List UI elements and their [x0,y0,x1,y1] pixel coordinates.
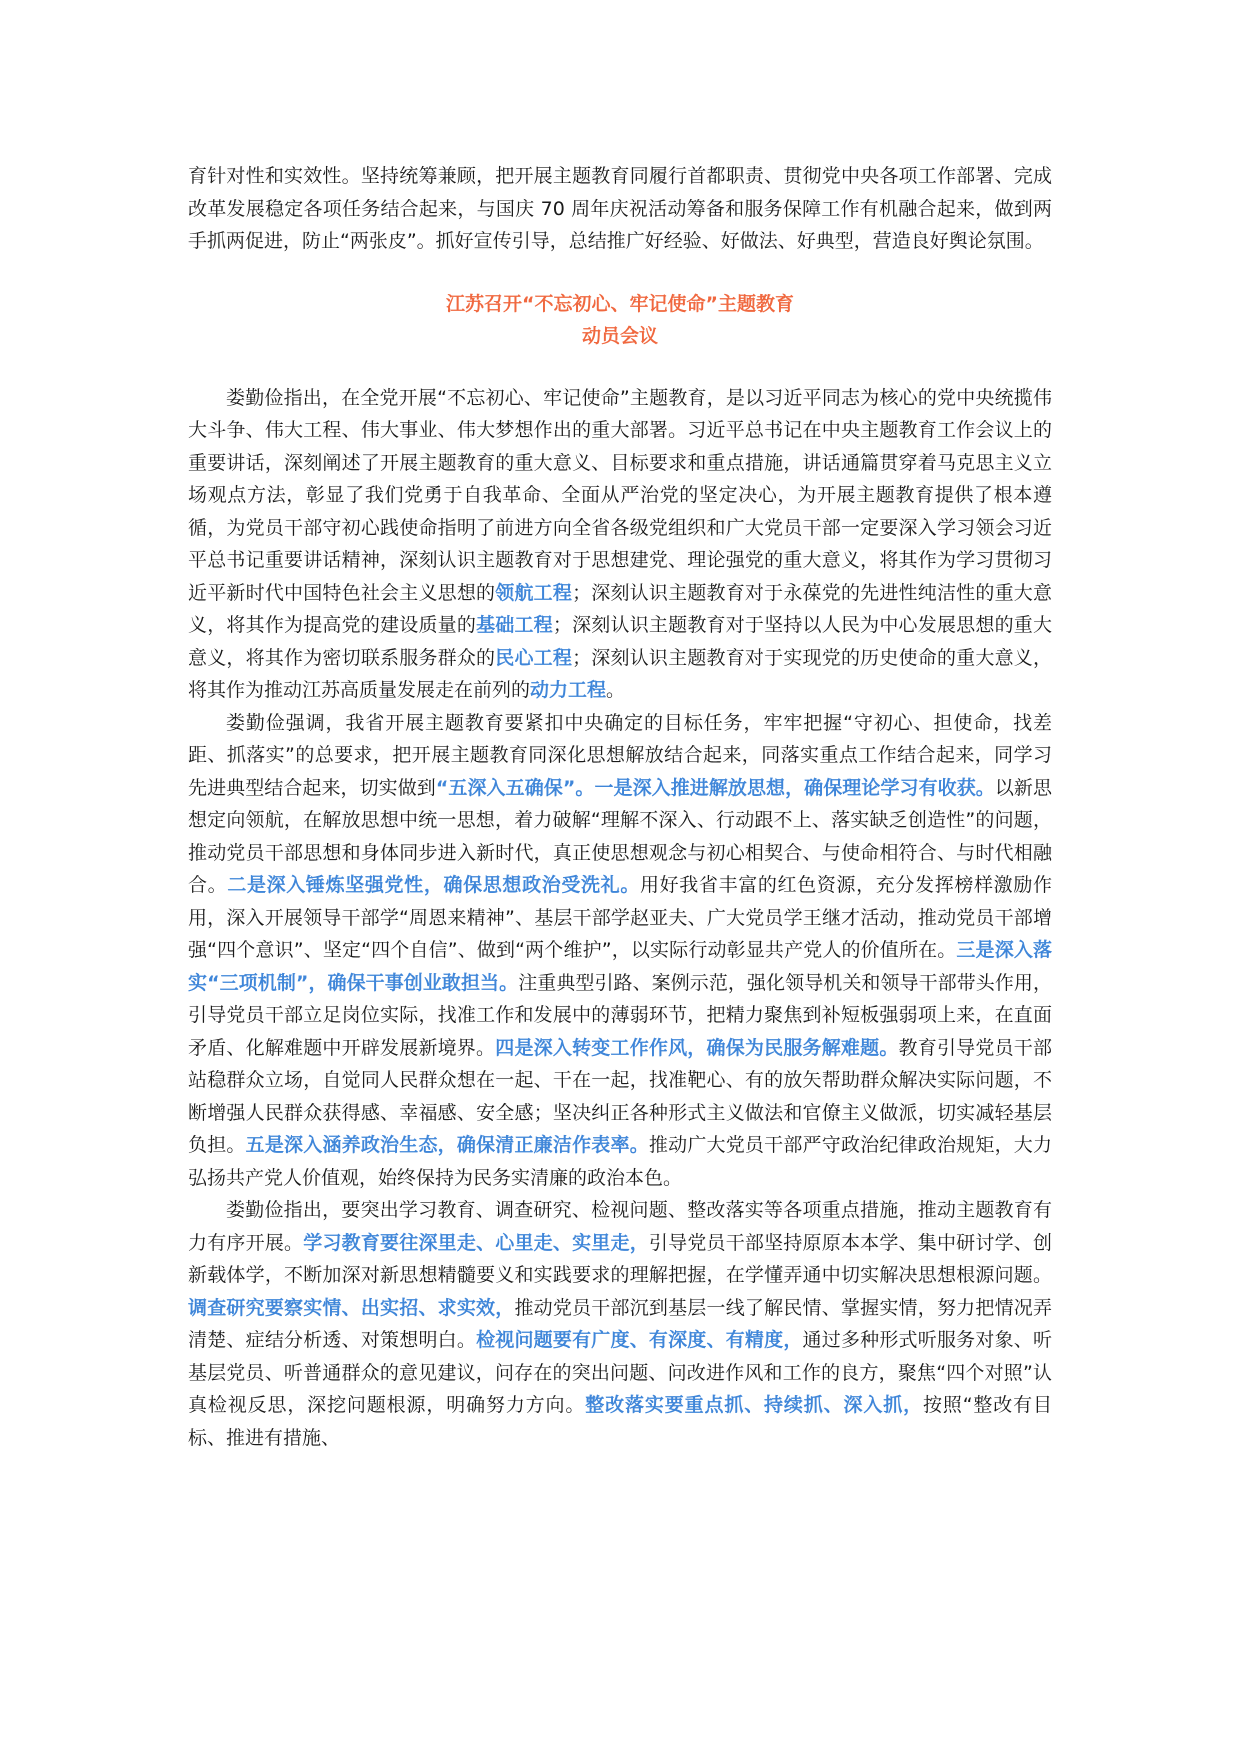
text-run: 。 [606,679,626,701]
text-run: 引导党员干部坚持原原本本学、集中研讨学、创新载体学，不断加深对新思想精髓要义和实践要求的理解把握，在学懂弄通中切实解决思想根源问题。 [188,1231,1052,1286]
highlight-jiChu: 基础工程 [476,614,553,636]
text-run: 娄勤俭强调，我省开展主题教育要紧扣中央确定的目标任务，牢牢把握“守初心、担使命，找差距、抓落实”的总要求，把开展主题教育同深化思想解放结合起来，同落实重点工作结合起来，同学习先进典型结合起来，切实做到 [188,711,1052,799]
highlight-study: 学习教育要往深里走、心里走、实里走， [303,1231,649,1254]
text-run: ；深刻认识主题教育对于永葆党的先进性纯洁性的重大意义，将其作为提高党的建设质量的 [188,581,1052,636]
highlight-point-5: 五是深入涵养政治生态，确保清正廉洁作表率。 [245,1134,649,1156]
highlight-rectify: 整改落实要重点抓、持续抓、深入抓， [585,1394,923,1416]
highlight-minXin: 民心工程 [495,646,573,669]
article-title [188,288,1052,352]
text-run: 注重典型引路、案例示范，强化领导机关和领导干部带头作用，引导党员干部立足岗位实际，找准工作和发展中的薄弱环节，把精力聚焦到补短板强弱项上来，在直面矛盾、化解难题中开辟发展新境界。 [188,971,1052,1059]
highlight-review: 检视问题要有广度、有深度、有精度， [476,1329,803,1351]
text-run: 按照“整改有目标、推进有措施、 [188,1394,1052,1449]
text-run: 教育引导党员干部站稳群众立场，自觉同人民群众想在一起、干在一起，找准靶心、有的放矢帮助群众解决实际问题，不断增强人民群众获得感、幸福感、安全感；坚决纠正各种形式主义做法和官僚主义做派，切实减轻基层负担。 [188,1036,1052,1156]
body-paragraph-1 [188,382,1052,707]
highlight-dongLi: 动力工程 [530,679,607,701]
text-run: 以新思想定向领航，在解放思想中统一思想，着力破解“理解不深入、行动跟不上、落实缺乏创造性”的问题，推动党员干部思想和身体同步进入新时代，真正使思想观念与初心相契合、与使命相符合、与时代相融合。 [188,776,1052,896]
text-run: ；深刻认识主题教育对于坚持以人民为中心发展思想的重大意义，将其作为密切联系服务群众的 [188,614,1052,669]
document-page [188,160,1052,1454]
highlight-research: 调查研究要察实情、出实招、求实效， [188,1296,515,1319]
intro-paragraph: 育针对性和实效性。坚持统筹兼顾，把开展主题教育同履行首都职责、贯彻党中央各项工作部署、完成改革发展稳定各项任务结合起来，与国庆 70 周年庆祝活动筹备和服务保障工作有机融合起来，做到两手抓两促进，防止“两张皮”。抓好宣传引导，总结推广好经验、好做法、好典型，营造良好舆论氛围。 [188,165,1052,252]
text-run: 推动广大党员干部严守政治纪律政治规矩，大力弘扬共产党人价值观，始终保持为民务实清廉的政治本色。 [188,1134,1052,1189]
highlight-point-4: 四是深入转变工作作风，确保为民服务解难题。 [495,1036,899,1059]
title-line-1: 江苏召开“不忘初心、牢记使命”主题教育 [446,292,794,315]
highlight-point-3: 三是深入落实“三项机制”，确保干事创业敢担当。 [188,939,1052,994]
text-run: 用好我省丰富的红色资源，充分发挥榜样激励作用，深入开展领导干部学“周恩来精神”、基层干部学赵亚夫、广大党员学王继才活动，推动党员干部增强“四个意识”、坚定“四个自信”、做到“两个维护”，以实际行动彰显共产党人的价值所在。 [188,874,1052,961]
text-run: 娄勤俭指出，要突出学习教育、调查研究、检视问题、整改落实等各项重点措施，推动主题教育有力有序开展。 [188,1199,1052,1254]
highlight-point-1: “五深入五确保”。一是深入推进解放思想，确保理论学习有收获。 [435,776,995,799]
highlight-point-2: 二是深入锤炼坚强党性，确保思想政治受洗礼。 [227,874,640,896]
text-run: ；深刻认识主题教育对于实现党的历史使命的重大意义，将其作为推动江苏高质量发展走在前列的 [188,646,1052,701]
text-run: 推动党员干部沉到基层一线了解民情、掌握实情，努力把情况弄清楚、症结分析透、对策想明白。 [188,1296,1052,1351]
body-paragraph-3 [188,1194,1052,1454]
body-paragraph-2 [188,707,1052,1195]
text-run: 娄勤俭指出，在全党开展“不忘初心、牢记使命”主题教育，是以习近平同志为核心的党中央统揽伟大斗争、伟大工程、伟大事业、伟大梦想作出的重大部署。习近平总书记在中央主题教育工作会议上的重要讲话，深刻阐述了开展主题教育的重大意义、目标要求和重点措施，讲话通篇贯穿着马克思主义立场观点方法，彰显了我们党勇于自我革命、全面从严治党的坚定决心，为开展主题教育提供了根本遵循，为党员干部守初心践使命指明了前进方向全省各级党组织和广大党员干部一定要深入学习领会习近平总书记重要讲话精神，深刻认识主题教育对于思想建党、理论强党的重大意义，将其作为学习贯彻习近平新时代中国特色社会主义思想的 [188,386,1052,604]
highlight-lingHang: 领航工程 [495,581,573,604]
title-line-2: 动员会议 [581,324,658,347]
text-run: 通过多种形式听服务对象、听基层党员、听普通群众的意见建议，问存在的突出问题、问改进作风和工作的良方，聚焦“四个对照”认真检视反思，深挖问题根源，明确努力方向。 [188,1329,1052,1416]
